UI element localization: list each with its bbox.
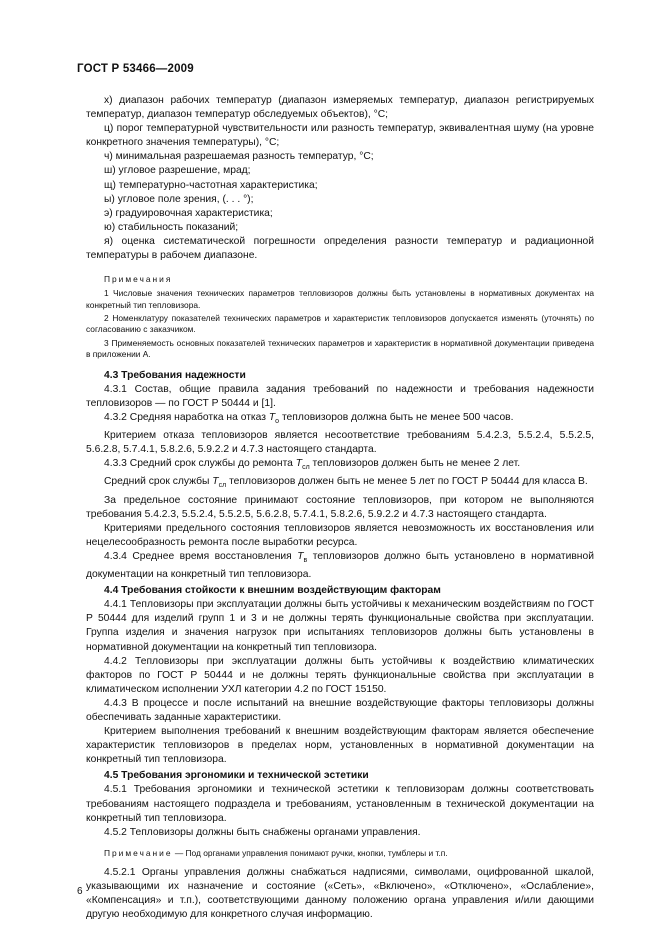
symbol-t-sl: $T_{сл}$ [212,476,227,490]
symbol-t-v: $T_в$ [297,550,308,564]
paragraph: 4.3.2 Средняя наработка на отказ $T_o$ тепловизоров должна быть не менее 500 часов. [104,411,514,425]
list-item: я) оценка систематической погрешности определения разности температур и радиационной температуры в рабочем диапазоне. [86,235,594,262]
inline-note: Примечание — Под органами управления понимают ручки, кнопки, тумблеры и т.п. [104,847,448,858]
paragraph: 4.4.3 В процессе и после испытаний на внешние воздействующие факторы тепловизоры должны обеспечивать заданные характеристики. [86,697,594,723]
paragraph: Критериями предельного состояния тепловизоров является невозможность их восстановления или нецелесообразность ремонта после выработки ресурса. [86,522,594,548]
paragraph: 4.5.2 Тепловизоры должны быть снабжены органами управления. [104,826,421,838]
list-item: х) диапазон рабочих температур (диапазон измеряемых температур, диапазон регистрируемых температур, диапазон температур обследуемых объектов), °С; [86,95,594,121]
section-heading-external-factors: 4.4 Требования стойкости к внешним воздействующим факторам [104,585,441,597]
page-number: 6 [77,886,83,897]
list-item: щ) температурно-частотная характеристика; [104,179,318,191]
list-item: ю) стабильность показаний; [104,221,239,233]
paragraph: 4.3.3 Средний срок службы до ремонта $T_{сл}$ тепловизоров должен быть не менее 2 лет. [104,458,521,472]
list-item: ч) минимальная разрешаемая разность температур, °С; [104,151,374,163]
page-body [86,94,594,922]
list-item: э) градуировочная характеристика; [104,207,273,219]
list-item: ц) порог температурной чувствительности или разность температур, эквивалентная шуму (на уровне конкретного значения температуры), °С; [86,123,594,149]
paragraph: За предельное состояние принимают состояние тепловизоров, при котором не выполняются требования 5.4.2.3, 5.5.2.4, 5.5.2.5, 5.6.2.8, 5.7.4.1, 5.8.2.6, 5.9.2.2 и 4.7.3 настоящего стандарта. [86,494,594,520]
symbol-t-o: $T_o$ [268,411,280,425]
list-item: ы) угловое поле зрения, (. . . °); [104,193,254,205]
note-item: 1 Числовые значения технических параметров тепловизоров должны быть установлены в нормативных документах на конкретный тип тепловизора. [86,288,594,310]
list-item: ш) угловое разрешение, мрад; [104,165,251,177]
paragraph: Критерием выполнения требований к внешним воздействующим факторам является обеспечение характеристик тепловизоров в пределах норм, установленных в нормативной документации на конкретный тип тепловизора. [86,726,594,766]
paragraph: Средний срок службы $T_{сл}$ тепловизоров должен быть не менее 5 лет по ГОСТ Р 50444 для класса В. [104,476,588,490]
paragraph: 4.3.4 Среднее время восстановления $T_в$ тепловизоров должно быть установлено в нормативной документации на конкретный тип тепловизора. [86,550,594,581]
symbol-t-sl: $T_{сл}$ [295,458,310,472]
note-item: 3 Применяемость основных показателей технических параметров и характеристик в нормативной документации приведена в приложении А. [86,337,594,360]
paragraph: 4.3.1 Состав, общие правила задания требований по надежности и требования надежности тепловизоров — по ГОСТ Р 50444 и [1]. [86,383,594,409]
inline-note-label: Примечание [104,847,173,858]
paragraph: 4.5.2.1 Органы управления должны снабжаться надписями, символами, оцифрованной шкалой, указывающими их назначение и состояние («Сеть», «Включено», «Отключено», «Ослабление», «Компенсация» и т.п.), соответствующими данному положению органа управления и/или дающими другую необходимую для конкретного случая информацию. [86,866,594,921]
paragraph: Критерием отказа тепловизоров является несоответствие требованиям 5.4.2.3, 5.5.2.4, 5.5.2.5, 5.6.2.8, 5.7.4.1, 5.8.2.6, 5.9.2.2 и 4.7.3 настоящего стандарта. [86,430,594,456]
notes-label: Примечания [104,274,173,285]
section-heading-reliability: 4.3 Требования надежности [104,369,246,381]
document-header: ГОСТ Р 53466—2009 [77,63,194,75]
paragraph: 4.5.1 Требования эргономики и технической эстетики к тепловизорам должны соответствовать требованиям настоящего подраздела и требованиям, установленным в технической документации на конкретный тип тепловизора. [86,784,594,824]
note-item: 2 Номенклатуру показателей технических параметров и характеристик тепловизоров допускается изменять (уточнять) по согласованию с заказчиком. [86,313,594,335]
section-heading-ergonomics: 4.5 Требования эргономики и технической эстетики [104,770,369,782]
paragraph: 4.4.2 Тепловизоры при эксплуатации должны быть устойчивы к воздействию климатических факторов по ГОСТ Р 50444 и не должны терять функциональные свойства при эксплуатации в климатическом исполнении УХЛ категории 4.2 по ГОСТ 15150. [86,655,594,695]
paragraph: 4.4.1 Тепловизоры при эксплуатации должны быть устойчивы к механическим воздействиям по ГОСТ Р 50444 для изделий групп 1 и 3 и не должны терять функциональные свойства при эксплуатации. Группа изделия и значения нагрузок при испытаниях тепловизоров должны быть установлены в нормативной документации на конкретный тип тепловизора. [86,599,594,653]
